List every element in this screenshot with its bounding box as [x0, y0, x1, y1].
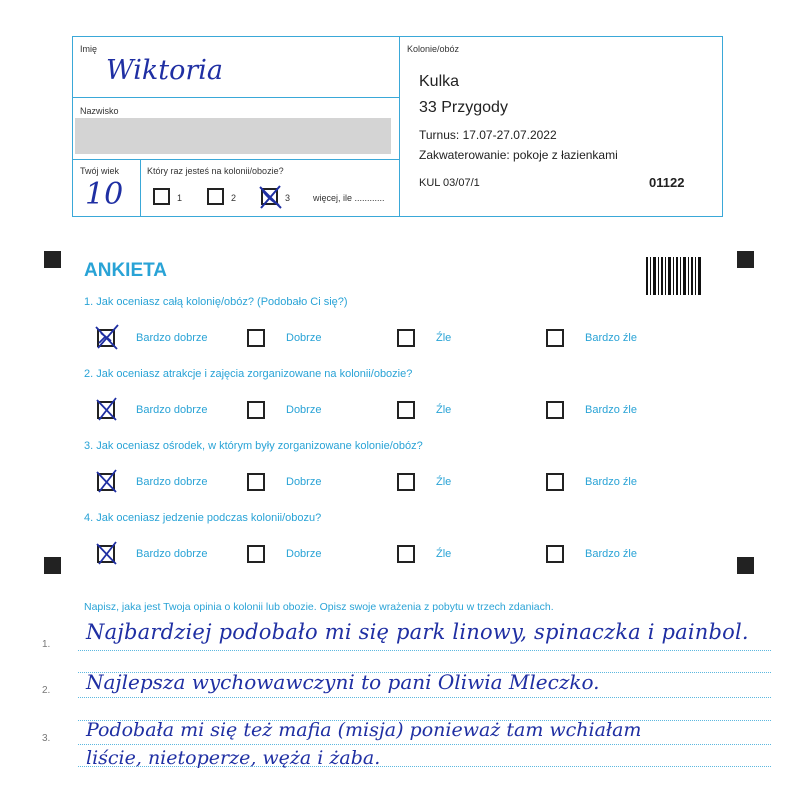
q2-checkbox-3[interactable] [397, 401, 415, 419]
question-3: 3. Jak oceniasz ośrodek, w którym były zorganizowane kolonie/obóz? [84, 440, 423, 452]
times-label: Który raz jesteś na kolonii/obozie? [147, 166, 284, 176]
name-label: Imię [80, 44, 98, 54]
question-1: 1. Jak oceniasz całą kolonię/obóz? (Podobało Ci się?) [84, 296, 348, 308]
times-more-label: więcej, ile ............ [313, 193, 385, 203]
q4-checkbox-3[interactable] [397, 545, 415, 563]
q3-option-2: Dobrze [286, 476, 322, 488]
times-check-mark [257, 183, 285, 211]
age-label: Twój wiek [80, 166, 120, 176]
q1-checkbox-3[interactable] [397, 329, 415, 347]
q2-checkbox-2[interactable] [247, 401, 265, 419]
q2-option-4: Bardzo źle [585, 404, 637, 416]
question-4: 4. Jak oceniasz jedzenie podczas kolonii/obozu? [84, 512, 322, 524]
camper-info-box [72, 36, 723, 217]
q1-option-2: Dobrze [286, 332, 322, 344]
answer-3-continued[interactable]: liście, nietoperze, węża i żaba. [86, 747, 381, 769]
q4-checkbox-2[interactable] [247, 545, 265, 563]
registration-marker-top-left [44, 251, 61, 268]
surname-label: Nazwisko [80, 106, 119, 116]
question-2: 2. Jak oceniasz atrakcje i zajęcia zorganizowane na kolonii/obozie? [84, 368, 413, 380]
registration-marker-top-right [737, 251, 754, 268]
q1-checkbox-2[interactable] [247, 329, 265, 347]
accommodation: Zakwaterowanie: pokoje z łazienkami [419, 148, 618, 162]
form-number: 01122 [649, 175, 685, 190]
age-value[interactable]: 10 [85, 177, 124, 212]
q4-check-mark [93, 539, 121, 567]
q4-option-4: Bardzo źle [585, 548, 637, 560]
camp-label: Kolonie/obóz [407, 44, 460, 54]
times-option-3: 3 [285, 193, 291, 203]
q4-option-3: Źle [436, 548, 452, 560]
camp-name: Kulka [419, 73, 460, 90]
answer-3[interactable]: Podobała mi się też mafia (misja) ponieważ tam wchiałam [86, 719, 642, 741]
q1-option-4: Bardzo źle [585, 332, 637, 344]
times-checkbox-1[interactable] [153, 188, 170, 205]
q3-checkbox-4[interactable] [546, 473, 564, 491]
answer-line-2a [78, 697, 771, 698]
registration-marker-bottom-right [737, 557, 754, 574]
q4-option-2: Dobrze [286, 548, 322, 560]
answer-1[interactable]: Najbardziej podobało mi się park linowy, spinaczka i painbol. [86, 620, 749, 644]
surname-redacted [75, 118, 391, 154]
line-number-3: 3. [42, 733, 51, 744]
name-value[interactable]: Wiktoria [106, 55, 224, 86]
q4-checkbox-4[interactable] [546, 545, 564, 563]
q2-option-1: Bardzo dobrze [136, 404, 208, 416]
survey-title: ANKIETA [84, 260, 168, 281]
q3-option-3: Źle [436, 476, 452, 488]
q3-option-1: Bardzo dobrze [136, 476, 208, 488]
q2-checkbox-4[interactable] [546, 401, 564, 419]
times-option-1: 1 [177, 193, 183, 203]
q3-option-4: Bardzo źle [585, 476, 637, 488]
q3-checkbox-2[interactable] [247, 473, 265, 491]
q2-option-3: Źle [436, 404, 452, 416]
q2-option-2: Dobrze [286, 404, 322, 416]
camp-code: KUL 03/07/1 [419, 177, 480, 189]
times-checkbox-2[interactable] [207, 188, 224, 205]
times-option-2: 2 [231, 193, 237, 203]
line-number-2: 2. [42, 685, 51, 696]
opinion-prompt: Napisz, jaka jest Twoja opinia o kolonii lub obozie. Opisz swoje wrażenia z pobytu w trzech zdaniach. [84, 601, 554, 613]
q1-option-3: Źle [436, 332, 452, 344]
line-number-1: 1. [42, 639, 51, 650]
q1-checkbox-4[interactable] [546, 329, 564, 347]
answer-line-3a [78, 744, 771, 745]
q3-check-mark [93, 467, 121, 495]
registration-marker-bottom-left [44, 557, 61, 574]
q1-check-mark [93, 323, 121, 351]
camp-title: 33 Przygody [419, 99, 508, 116]
q3-checkbox-3[interactable] [397, 473, 415, 491]
answer-2[interactable]: Najlepsza wychowawczyni to pani Oliwia Mleczko. [86, 670, 600, 694]
barcode [646, 257, 702, 295]
answer-line-1a [78, 650, 771, 651]
turnus: Turnus: 17.07-27.07.2022 [419, 128, 557, 142]
q1-option-1: Bardzo dobrze [136, 332, 208, 344]
q2-check-mark [93, 395, 121, 423]
q4-option-1: Bardzo dobrze [136, 548, 208, 560]
